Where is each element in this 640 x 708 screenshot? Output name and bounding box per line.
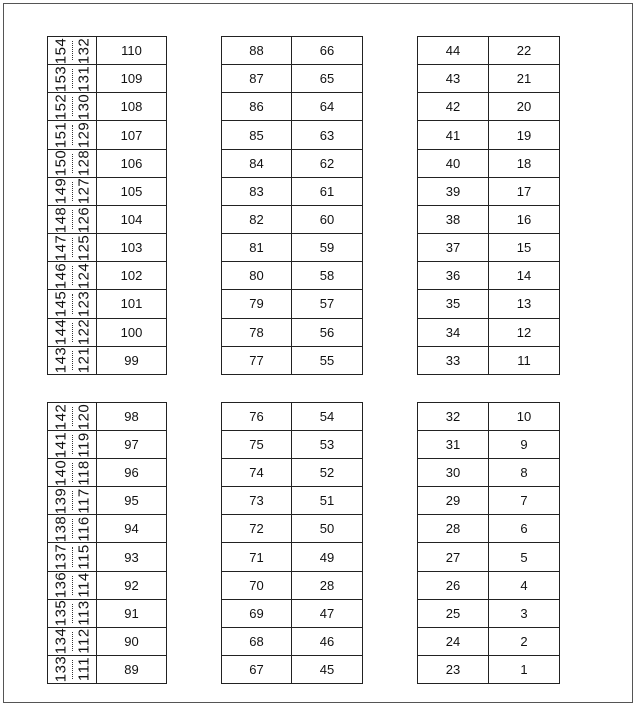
rotated-number-inner: 121 bbox=[75, 347, 93, 374]
table-top-right bbox=[417, 36, 560, 375]
table-row bbox=[418, 459, 560, 487]
number-cell: 108 bbox=[97, 93, 167, 121]
number-cell: 49 bbox=[292, 543, 363, 571]
table-row bbox=[418, 487, 560, 515]
dotted-divider bbox=[72, 210, 73, 229]
number-cell: 25 bbox=[418, 599, 489, 627]
dotted-divider bbox=[72, 604, 73, 623]
number-cell: 72 bbox=[222, 515, 292, 543]
number-cell: 77 bbox=[222, 346, 292, 374]
table-row bbox=[48, 93, 167, 121]
number-cell: 60 bbox=[292, 205, 363, 233]
table-row bbox=[48, 65, 167, 93]
number-cell: 75 bbox=[222, 431, 292, 459]
table-bottom-right bbox=[417, 402, 560, 684]
number-cell: 32 bbox=[418, 403, 489, 431]
rotated-number-inner: 132 bbox=[75, 37, 93, 64]
table-row bbox=[418, 149, 560, 177]
number-cell: 110 bbox=[97, 37, 167, 65]
number-cell: 40 bbox=[418, 149, 489, 177]
rotated-number-outer: 142 bbox=[52, 403, 70, 430]
rotated-label-cell bbox=[48, 459, 97, 487]
number-cell: 65 bbox=[292, 65, 363, 93]
table-row bbox=[48, 403, 167, 431]
rotated-number-inner: 122 bbox=[75, 318, 93, 346]
table-row bbox=[418, 346, 560, 374]
table-row bbox=[48, 459, 167, 487]
number-cell: 80 bbox=[222, 262, 292, 290]
number-cell: 10 bbox=[489, 403, 560, 431]
table-row bbox=[48, 149, 167, 177]
rotated-label-cell bbox=[48, 290, 97, 318]
number-cell: 52 bbox=[292, 459, 363, 487]
number-cell: 107 bbox=[97, 121, 167, 149]
number-cell: 8 bbox=[489, 459, 560, 487]
dotted-divider bbox=[72, 407, 73, 426]
rotated-label-cell bbox=[48, 177, 97, 205]
table-row bbox=[222, 599, 363, 627]
rotated-label-cell bbox=[48, 403, 97, 431]
number-cell: 66 bbox=[292, 37, 363, 65]
rotated-number-inner: 125 bbox=[75, 234, 93, 261]
table-row bbox=[222, 205, 363, 233]
number-cell: 54 bbox=[292, 403, 363, 431]
dotted-divider bbox=[72, 69, 73, 88]
table-row bbox=[418, 655, 560, 683]
table-row bbox=[48, 177, 167, 205]
rotated-number-outer: 143 bbox=[52, 347, 70, 374]
number-cell: 89 bbox=[97, 655, 167, 683]
number-cell: 56 bbox=[292, 318, 363, 346]
number-cell: 38 bbox=[418, 205, 489, 233]
number-cell: 26 bbox=[418, 571, 489, 599]
rotated-label-cell bbox=[48, 205, 97, 233]
table-row bbox=[48, 346, 167, 374]
number-cell: 71 bbox=[222, 543, 292, 571]
table-row bbox=[48, 290, 167, 318]
number-cell: 7 bbox=[489, 487, 560, 515]
number-cell: 98 bbox=[97, 403, 167, 431]
table-bottom-left bbox=[47, 402, 167, 684]
number-cell: 51 bbox=[292, 487, 363, 515]
table-row bbox=[418, 93, 560, 121]
table-row bbox=[222, 149, 363, 177]
rotated-label-cell bbox=[48, 515, 97, 543]
table-row bbox=[48, 431, 167, 459]
number-cell: 58 bbox=[292, 262, 363, 290]
dotted-divider bbox=[72, 182, 73, 201]
number-cell: 36 bbox=[418, 262, 489, 290]
number-cell: 69 bbox=[222, 599, 292, 627]
rotated-number-inner: 131 bbox=[75, 65, 93, 92]
number-cell: 70 bbox=[222, 571, 292, 599]
number-cell: 24 bbox=[418, 627, 489, 655]
number-cell: 94 bbox=[97, 515, 167, 543]
rotated-number-outer: 150 bbox=[52, 149, 70, 177]
rotated-number-outer: 145 bbox=[52, 290, 70, 318]
table-row bbox=[222, 431, 363, 459]
number-cell: 43 bbox=[418, 65, 489, 93]
number-cell: 67 bbox=[222, 655, 292, 683]
table-row bbox=[418, 177, 560, 205]
rotated-number-inner: 127 bbox=[75, 178, 93, 205]
table-row bbox=[222, 459, 363, 487]
dotted-divider bbox=[72, 97, 73, 116]
rotated-number-outer: 151 bbox=[52, 121, 70, 149]
table-row bbox=[48, 515, 167, 543]
rotated-number-outer: 134 bbox=[52, 628, 70, 655]
table-row bbox=[48, 571, 167, 599]
dotted-divider bbox=[72, 323, 73, 342]
dotted-divider bbox=[72, 632, 73, 651]
table-row bbox=[222, 93, 363, 121]
number-cell: 50 bbox=[292, 515, 363, 543]
number-cell: 109 bbox=[97, 65, 167, 93]
number-cell: 55 bbox=[292, 346, 363, 374]
rotated-number-outer: 149 bbox=[52, 178, 70, 205]
dotted-divider bbox=[72, 294, 73, 313]
table-row bbox=[48, 543, 167, 571]
table-row bbox=[418, 543, 560, 571]
table-row bbox=[222, 403, 363, 431]
dotted-divider bbox=[72, 491, 73, 510]
rotated-label-cell bbox=[48, 655, 97, 683]
rotated-number-inner: 124 bbox=[75, 262, 93, 290]
rotated-number-outer: 138 bbox=[52, 515, 70, 543]
rotated-label-cell bbox=[48, 571, 97, 599]
rotated-number-inner: 111 bbox=[75, 657, 93, 682]
number-cell: 96 bbox=[97, 459, 167, 487]
number-cell: 99 bbox=[97, 346, 167, 374]
table-row bbox=[222, 318, 363, 346]
table-row bbox=[418, 262, 560, 290]
number-cell: 104 bbox=[97, 205, 167, 233]
rotated-label-cell bbox=[48, 627, 97, 655]
rotated-label-cell bbox=[48, 487, 97, 515]
table-row bbox=[418, 37, 560, 65]
number-cell: 105 bbox=[97, 177, 167, 205]
number-cell: 17 bbox=[489, 177, 560, 205]
dotted-divider bbox=[72, 576, 73, 595]
table-row bbox=[222, 177, 363, 205]
table-row bbox=[418, 121, 560, 149]
rotated-label-cell bbox=[48, 431, 97, 459]
number-cell: 11 bbox=[489, 346, 560, 374]
table-row bbox=[222, 627, 363, 655]
dotted-divider bbox=[72, 266, 73, 285]
number-cell: 92 bbox=[97, 571, 167, 599]
number-cell: 28 bbox=[292, 571, 363, 599]
number-cell: 19 bbox=[489, 121, 560, 149]
number-cell: 93 bbox=[97, 543, 167, 571]
rotated-number-inner: 128 bbox=[75, 149, 93, 177]
table-row bbox=[418, 431, 560, 459]
dotted-divider bbox=[72, 154, 73, 173]
number-cell: 106 bbox=[97, 149, 167, 177]
rotated-number-inner: 113 bbox=[75, 600, 93, 626]
table-row bbox=[222, 515, 363, 543]
rotated-number-outer: 147 bbox=[52, 234, 70, 261]
table-row bbox=[222, 290, 363, 318]
number-cell: 86 bbox=[222, 93, 292, 121]
rotated-number-inner: 117 bbox=[75, 488, 93, 514]
table-row bbox=[418, 571, 560, 599]
dotted-divider bbox=[72, 351, 73, 370]
number-cell: 46 bbox=[292, 627, 363, 655]
rotated-number-outer: 148 bbox=[52, 206, 70, 233]
rotated-label-cell bbox=[48, 543, 97, 571]
rotated-number-inner: 120 bbox=[75, 403, 93, 430]
dotted-divider bbox=[72, 41, 73, 60]
rotated-number-outer: 135 bbox=[52, 599, 70, 627]
dotted-divider bbox=[72, 435, 73, 454]
rotated-number-inner: 126 bbox=[75, 206, 93, 233]
table-row bbox=[418, 290, 560, 318]
rotated-number-outer: 153 bbox=[52, 65, 70, 92]
number-cell: 44 bbox=[418, 37, 489, 65]
number-cell: 78 bbox=[222, 318, 292, 346]
number-cell: 101 bbox=[97, 290, 167, 318]
number-cell: 76 bbox=[222, 403, 292, 431]
number-cell: 27 bbox=[418, 543, 489, 571]
number-cell: 21 bbox=[489, 65, 560, 93]
rotated-number-inner: 118 bbox=[75, 460, 93, 486]
rotated-label-cell bbox=[48, 234, 97, 262]
table-row bbox=[222, 655, 363, 683]
rotated-label-cell bbox=[48, 149, 97, 177]
number-cell: 18 bbox=[489, 149, 560, 177]
number-cell: 35 bbox=[418, 290, 489, 318]
rotated-label-cell bbox=[48, 121, 97, 149]
number-cell: 97 bbox=[97, 431, 167, 459]
table-row bbox=[48, 121, 167, 149]
rotated-number-outer: 136 bbox=[52, 571, 70, 599]
table-row bbox=[418, 515, 560, 543]
number-cell: 22 bbox=[489, 37, 560, 65]
number-cell: 57 bbox=[292, 290, 363, 318]
rotated-number-outer: 152 bbox=[52, 93, 70, 121]
number-cell: 84 bbox=[222, 149, 292, 177]
rotated-number-inner: 129 bbox=[75, 121, 93, 149]
number-cell: 88 bbox=[222, 37, 292, 65]
rotated-number-outer: 133 bbox=[52, 656, 70, 683]
number-cell: 74 bbox=[222, 459, 292, 487]
number-cell: 15 bbox=[489, 234, 560, 262]
rotated-label-cell bbox=[48, 65, 97, 93]
table-row bbox=[418, 318, 560, 346]
rotated-label-cell bbox=[48, 93, 97, 121]
rotated-number-inner: 119 bbox=[75, 431, 93, 458]
table-row bbox=[418, 205, 560, 233]
number-cell: 12 bbox=[489, 318, 560, 346]
number-cell: 28 bbox=[418, 515, 489, 543]
table-row bbox=[222, 262, 363, 290]
rotated-label-cell bbox=[48, 262, 97, 290]
number-cell: 81 bbox=[222, 234, 292, 262]
rotated-number-inner: 115 bbox=[75, 544, 93, 570]
number-cell: 33 bbox=[418, 346, 489, 374]
rotated-number-inner: 112 bbox=[75, 628, 93, 655]
number-cell: 42 bbox=[418, 93, 489, 121]
rotated-number-inner: 123 bbox=[75, 290, 93, 318]
number-cell: 2 bbox=[489, 627, 560, 655]
table-row bbox=[48, 205, 167, 233]
number-cell: 16 bbox=[489, 205, 560, 233]
rotated-number-outer: 141 bbox=[52, 431, 70, 458]
table-top-middle bbox=[221, 36, 363, 375]
number-cell: 91 bbox=[97, 599, 167, 627]
table-row bbox=[418, 234, 560, 262]
number-cell: 64 bbox=[292, 93, 363, 121]
number-cell: 39 bbox=[418, 177, 489, 205]
number-cell: 45 bbox=[292, 655, 363, 683]
table-row bbox=[48, 627, 167, 655]
number-cell: 29 bbox=[418, 487, 489, 515]
number-cell: 73 bbox=[222, 487, 292, 515]
rotated-number-outer: 154 bbox=[52, 37, 70, 64]
number-cell: 79 bbox=[222, 290, 292, 318]
number-cell: 100 bbox=[97, 318, 167, 346]
number-cell: 59 bbox=[292, 234, 363, 262]
number-cell: 14 bbox=[489, 262, 560, 290]
rotated-number-outer: 144 bbox=[52, 318, 70, 346]
table-row bbox=[48, 599, 167, 627]
table-row bbox=[222, 234, 363, 262]
number-cell: 95 bbox=[97, 487, 167, 515]
number-cell: 30 bbox=[418, 459, 489, 487]
number-cell: 4 bbox=[489, 571, 560, 599]
number-cell: 85 bbox=[222, 121, 292, 149]
dotted-divider bbox=[72, 547, 73, 566]
table-row bbox=[48, 655, 167, 683]
table-row bbox=[222, 487, 363, 515]
rotated-number-inner: 130 bbox=[75, 93, 93, 121]
table-row bbox=[48, 37, 167, 65]
table-bottom-middle bbox=[221, 402, 363, 684]
number-cell: 9 bbox=[489, 431, 560, 459]
table-row bbox=[222, 346, 363, 374]
number-cell: 1 bbox=[489, 655, 560, 683]
number-cell: 31 bbox=[418, 431, 489, 459]
table-top-left bbox=[47, 36, 167, 375]
table-row bbox=[48, 234, 167, 262]
rotated-label-cell bbox=[48, 318, 97, 346]
dotted-divider bbox=[72, 519, 73, 538]
number-cell: 34 bbox=[418, 318, 489, 346]
number-cell: 20 bbox=[489, 93, 560, 121]
table-row bbox=[222, 121, 363, 149]
number-cell: 13 bbox=[489, 290, 560, 318]
dotted-divider bbox=[72, 463, 73, 482]
rotated-number-outer: 137 bbox=[52, 543, 70, 571]
number-cell: 102 bbox=[97, 262, 167, 290]
table-row bbox=[222, 543, 363, 571]
table-row bbox=[48, 487, 167, 515]
dotted-divider bbox=[72, 238, 73, 257]
number-cell: 61 bbox=[292, 177, 363, 205]
rotated-number-inner: 114 bbox=[75, 572, 93, 598]
number-cell: 62 bbox=[292, 149, 363, 177]
number-cell: 23 bbox=[418, 655, 489, 683]
number-cell: 90 bbox=[97, 627, 167, 655]
dotted-divider bbox=[72, 660, 73, 679]
number-cell: 82 bbox=[222, 205, 292, 233]
rotated-label-cell bbox=[48, 599, 97, 627]
number-cell: 103 bbox=[97, 234, 167, 262]
dotted-divider bbox=[72, 125, 73, 144]
rotated-number-inner: 116 bbox=[75, 516, 93, 542]
table-row bbox=[418, 403, 560, 431]
number-cell: 87 bbox=[222, 65, 292, 93]
number-cell: 6 bbox=[489, 515, 560, 543]
rotated-label-cell bbox=[48, 346, 97, 374]
table-row bbox=[222, 65, 363, 93]
table-row bbox=[418, 599, 560, 627]
number-cell: 63 bbox=[292, 121, 363, 149]
number-cell: 83 bbox=[222, 177, 292, 205]
table-row bbox=[48, 318, 167, 346]
number-cell: 5 bbox=[489, 543, 560, 571]
table-row bbox=[418, 627, 560, 655]
number-cell: 37 bbox=[418, 234, 489, 262]
rotated-label-cell bbox=[48, 37, 97, 65]
number-cell: 68 bbox=[222, 627, 292, 655]
rotated-number-outer: 139 bbox=[52, 487, 70, 515]
table-row bbox=[418, 65, 560, 93]
number-cell: 53 bbox=[292, 431, 363, 459]
number-cell: 47 bbox=[292, 599, 363, 627]
table-row bbox=[48, 262, 167, 290]
rotated-number-outer: 146 bbox=[52, 262, 70, 290]
table-row bbox=[222, 571, 363, 599]
table-row bbox=[222, 37, 363, 65]
rotated-number-outer: 140 bbox=[52, 459, 70, 486]
number-cell: 3 bbox=[489, 599, 560, 627]
number-cell: 41 bbox=[418, 121, 489, 149]
